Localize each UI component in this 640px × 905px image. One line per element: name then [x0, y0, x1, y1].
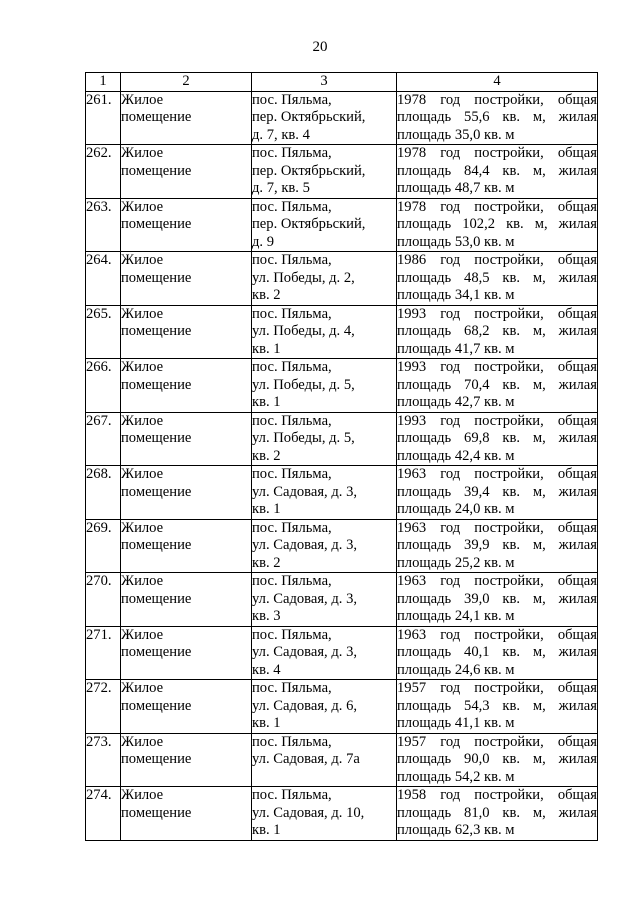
- property-address: [252, 145, 397, 199]
- column-header-2: 2: [121, 73, 252, 92]
- property-type-line: Жилое: [121, 305, 164, 322]
- property-address: [252, 573, 397, 627]
- property-type: [121, 466, 252, 520]
- property-description: [397, 91, 598, 145]
- property-description-line: 1957 год постройки, общая: [397, 680, 597, 696]
- property-address-line: пос. Пяльма,: [252, 626, 332, 643]
- property-description-line: площадь 55,6 кв. м, жилая: [397, 109, 597, 125]
- property-address-line: пос. Пяльма,: [252, 359, 332, 375]
- property-type-line: Жилое: [121, 573, 164, 589]
- property-description-line: площадь 35,0 кв. м: [397, 126, 515, 143]
- property-address-line: ул. Садовая, д. 3,: [252, 590, 358, 607]
- property-description: [397, 305, 598, 359]
- property-description-line: 1958 год постройки, общая: [397, 787, 597, 803]
- property-description: [397, 787, 598, 841]
- property-description-line: площадь 39,4 кв. м, жилая: [397, 483, 597, 500]
- property-type-line: Жилое: [121, 519, 164, 536]
- property-description-line: 1993 год постройки, общая: [397, 412, 597, 429]
- property-description-line: 1963 год постройки, общая: [397, 466, 597, 482]
- property-address-line: кв. 1: [252, 822, 281, 838]
- property-type-line: помещение: [121, 590, 192, 607]
- property-address-line: пер. Октябрьский,: [252, 109, 366, 125]
- property-address-line: ул. Садовая, д. 3,: [252, 644, 358, 660]
- row-number: 270.: [86, 573, 121, 627]
- property-description-line: площадь 34,1 кв. м: [397, 287, 515, 303]
- table-row: [86, 91, 598, 145]
- property-description-line: площадь 24,6 кв. м: [397, 661, 515, 678]
- property-address: [252, 252, 397, 306]
- property-address: [252, 680, 397, 734]
- property-description-line: площадь 54,3 кв. м, жилая: [397, 697, 597, 714]
- property-description-line: 1978 год постройки, общая: [397, 145, 597, 161]
- property-description-line: 1986 год постройки, общая: [397, 252, 597, 268]
- property-type-line: помещение: [121, 430, 192, 446]
- property-address-line: ул. Победы, д. 5,: [252, 376, 355, 393]
- row-number: 268.: [86, 466, 121, 520]
- row-number: 266.: [86, 359, 121, 413]
- property-address: [252, 305, 397, 359]
- property-type-line: помещение: [121, 323, 192, 339]
- property-description-line: площадь 48,5 кв. м, жилая: [397, 269, 597, 286]
- table-row: [86, 519, 598, 573]
- table-row: [86, 412, 598, 466]
- property-type-line: Жилое: [121, 466, 164, 482]
- property-address-line: кв. 1: [252, 340, 281, 357]
- property-description-line: площадь 69,8 кв. м, жилая: [397, 430, 597, 446]
- property-type-line: помещение: [121, 376, 192, 393]
- property-address-line: пос. Пяльма,: [252, 680, 332, 696]
- table-row: [86, 198, 598, 252]
- property-address-line: пос. Пяльма,: [252, 787, 332, 803]
- property-description-line: 1993 год постройки, общая: [397, 305, 597, 322]
- property-description-line: площадь 39,0 кв. м, жилая: [397, 590, 597, 607]
- property-address-line: пос. Пяльма,: [252, 519, 332, 536]
- row-number: 269.: [86, 519, 121, 573]
- property-description-line: площадь 25,2 кв. м: [397, 554, 515, 571]
- table-row: [86, 680, 598, 734]
- property-description: [397, 145, 598, 199]
- property-registry-table: [85, 72, 598, 841]
- property-type: [121, 359, 252, 413]
- property-address-line: пос. Пяльма,: [252, 145, 332, 161]
- property-address-line: кв. 2: [252, 554, 281, 571]
- property-type-line: помещение: [121, 644, 192, 660]
- property-type-line: Жилое: [121, 626, 164, 643]
- row-number: 274.: [86, 787, 121, 841]
- property-address: [252, 787, 397, 841]
- property-address: [252, 91, 397, 145]
- property-description: [397, 198, 598, 252]
- property-description: [397, 359, 598, 413]
- property-address: [252, 466, 397, 520]
- row-number: 273.: [86, 733, 121, 787]
- property-address-line: пос. Пяльма,: [252, 91, 332, 108]
- property-type-line: помещение: [121, 162, 192, 179]
- property-address-line: кв. 1: [252, 394, 281, 410]
- property-type-line: Жилое: [121, 198, 164, 215]
- row-number: 264.: [86, 252, 121, 306]
- property-description-line: 1957 год постройки, общая: [397, 733, 597, 750]
- property-address: [252, 733, 397, 787]
- property-address-line: ул. Победы, д. 5,: [252, 430, 355, 446]
- property-description: [397, 626, 598, 680]
- property-type: [121, 626, 252, 680]
- table-row: [86, 573, 598, 627]
- property-address-line: пер. Октябрьский,: [252, 216, 366, 232]
- property-description-line: 1978 год постройки, общая: [397, 91, 597, 108]
- property-address: [252, 198, 397, 252]
- property-address-line: кв. 1: [252, 715, 281, 731]
- property-type-line: Жилое: [121, 252, 164, 268]
- property-address-line: пос. Пяльма,: [252, 733, 332, 750]
- property-description-line: площадь 24,1 кв. м: [397, 608, 515, 624]
- property-description-line: площадь 102,2 кв. м, жилая: [397, 216, 597, 232]
- property-description: [397, 412, 598, 466]
- property-type-line: Жилое: [121, 680, 164, 696]
- property-description-line: площадь 90,0 кв. м, жилая: [397, 751, 597, 767]
- property-address-line: кв. 3: [252, 608, 281, 624]
- property-address-line: д. 7, кв. 5: [252, 180, 310, 196]
- property-address-line: пос. Пяльма,: [252, 412, 332, 429]
- property-description-line: 1963 год постройки, общая: [397, 626, 597, 643]
- property-type: [121, 198, 252, 252]
- row-number: 263.: [86, 198, 121, 252]
- property-address-line: кв. 2: [252, 287, 281, 303]
- property-type-line: Жилое: [121, 359, 164, 375]
- property-type-line: Жилое: [121, 412, 164, 429]
- property-address: [252, 626, 397, 680]
- property-description-line: площадь 53,0 кв. м: [397, 233, 515, 250]
- table-row: [86, 787, 598, 841]
- property-description: [397, 573, 598, 627]
- property-type-line: помещение: [121, 697, 192, 714]
- property-address-line: пер. Октябрьский,: [252, 162, 366, 179]
- property-description: [397, 733, 598, 787]
- table-row: [86, 252, 598, 306]
- property-type: [121, 305, 252, 359]
- property-address-line: пос. Пяльма,: [252, 198, 332, 215]
- property-type: [121, 252, 252, 306]
- table-row: [86, 733, 598, 787]
- property-address: [252, 519, 397, 573]
- table-row: [86, 145, 598, 199]
- property-description: [397, 519, 598, 573]
- property-address-line: кв. 2: [252, 447, 281, 464]
- property-type-line: помещение: [121, 216, 192, 232]
- row-number: 272.: [86, 680, 121, 734]
- property-type: [121, 787, 252, 841]
- row-number: 262.: [86, 145, 121, 199]
- property-description-line: площадь 68,2 кв. м, жилая: [397, 323, 597, 339]
- property-type-line: Жилое: [121, 787, 164, 803]
- table-row: [86, 305, 598, 359]
- property-address-line: пос. Пяльма,: [252, 466, 332, 482]
- table-row: [86, 626, 598, 680]
- property-address-line: д. 9: [252, 233, 275, 250]
- property-description-line: 1963 год постройки, общая: [397, 519, 597, 536]
- property-description-line: площадь 48,7 кв. м: [397, 180, 515, 196]
- property-description-line: площадь 54,2 кв. м: [397, 768, 515, 785]
- property-type: [121, 733, 252, 787]
- property-type-line: Жилое: [121, 145, 164, 161]
- property-type: [121, 91, 252, 145]
- column-header-4: 4: [397, 73, 598, 92]
- table-row: [86, 466, 598, 520]
- row-number: 267.: [86, 412, 121, 466]
- property-type-line: Жилое: [121, 733, 164, 750]
- property-type-line: помещение: [121, 804, 192, 821]
- property-description-line: 1978 год постройки, общая: [397, 198, 597, 215]
- property-description-line: 1963 год постройки, общая: [397, 573, 597, 589]
- property-address-line: ул. Победы, д. 4,: [252, 323, 355, 339]
- property-address-line: ул. Садовая, д. 7а: [252, 751, 360, 767]
- property-description-line: площадь 62,3 кв. м: [397, 822, 515, 838]
- property-address-line: ул. Садовая, д. 6,: [252, 697, 358, 714]
- row-number: 261.: [86, 91, 121, 145]
- property-type-line: помещение: [121, 109, 192, 125]
- property-type-line: помещение: [121, 537, 192, 553]
- property-description-line: площадь 39,9 кв. м, жилая: [397, 537, 597, 553]
- row-number: 271.: [86, 626, 121, 680]
- property-address: [252, 359, 397, 413]
- property-description-line: площадь 24,0 кв. м: [397, 501, 515, 517]
- property-type: [121, 145, 252, 199]
- property-type-line: помещение: [121, 751, 192, 767]
- property-address-line: д. 7, кв. 4: [252, 126, 310, 143]
- property-address-line: кв. 4: [252, 661, 281, 678]
- property-description: [397, 680, 598, 734]
- property-type-line: Жилое: [121, 91, 164, 108]
- property-type: [121, 680, 252, 734]
- property-description: [397, 466, 598, 520]
- property-address-line: ул. Садовая, д. 10,: [252, 804, 365, 821]
- property-address-line: пос. Пяльма,: [252, 305, 332, 322]
- property-address-line: пос. Пяльма,: [252, 573, 332, 589]
- property-type-line: помещение: [121, 483, 192, 500]
- property-address: [252, 412, 397, 466]
- property-description-line: 1993 год постройки, общая: [397, 359, 597, 375]
- property-description-line: площадь 70,4 кв. м, жилая: [397, 376, 597, 393]
- property-type: [121, 573, 252, 627]
- property-description-line: площадь 42,4 кв. м: [397, 447, 515, 464]
- table-body: [86, 91, 598, 840]
- property-description-line: площадь 41,7 кв. м: [397, 340, 515, 357]
- property-description-line: площадь 41,1 кв. м: [397, 715, 515, 731]
- table-row: [86, 359, 598, 413]
- property-address-line: ул. Победы, д. 2,: [252, 269, 355, 286]
- row-number: 265.: [86, 305, 121, 359]
- property-description: [397, 252, 598, 306]
- property-description-line: площадь 81,0 кв. м, жилая: [397, 804, 597, 821]
- property-address-line: пос. Пяльма,: [252, 252, 332, 268]
- property-type: [121, 412, 252, 466]
- table-header-row: [86, 73, 598, 92]
- page-number: 20: [312, 39, 328, 55]
- property-address-line: ул. Садовая, д. 3,: [252, 483, 358, 500]
- property-address-line: кв. 1: [252, 501, 281, 517]
- property-type-line: помещение: [121, 269, 192, 286]
- property-address-line: ул. Садовая, д. 3,: [252, 537, 358, 553]
- column-header-3: 3: [252, 73, 397, 92]
- property-description-line: площадь 84,4 кв. м, жилая: [397, 162, 597, 179]
- property-type: [121, 519, 252, 573]
- column-header-1: 1: [86, 73, 121, 92]
- property-description-line: площадь 42,7 кв. м: [397, 394, 515, 410]
- property-description-line: площадь 40,1 кв. м, жилая: [397, 644, 597, 660]
